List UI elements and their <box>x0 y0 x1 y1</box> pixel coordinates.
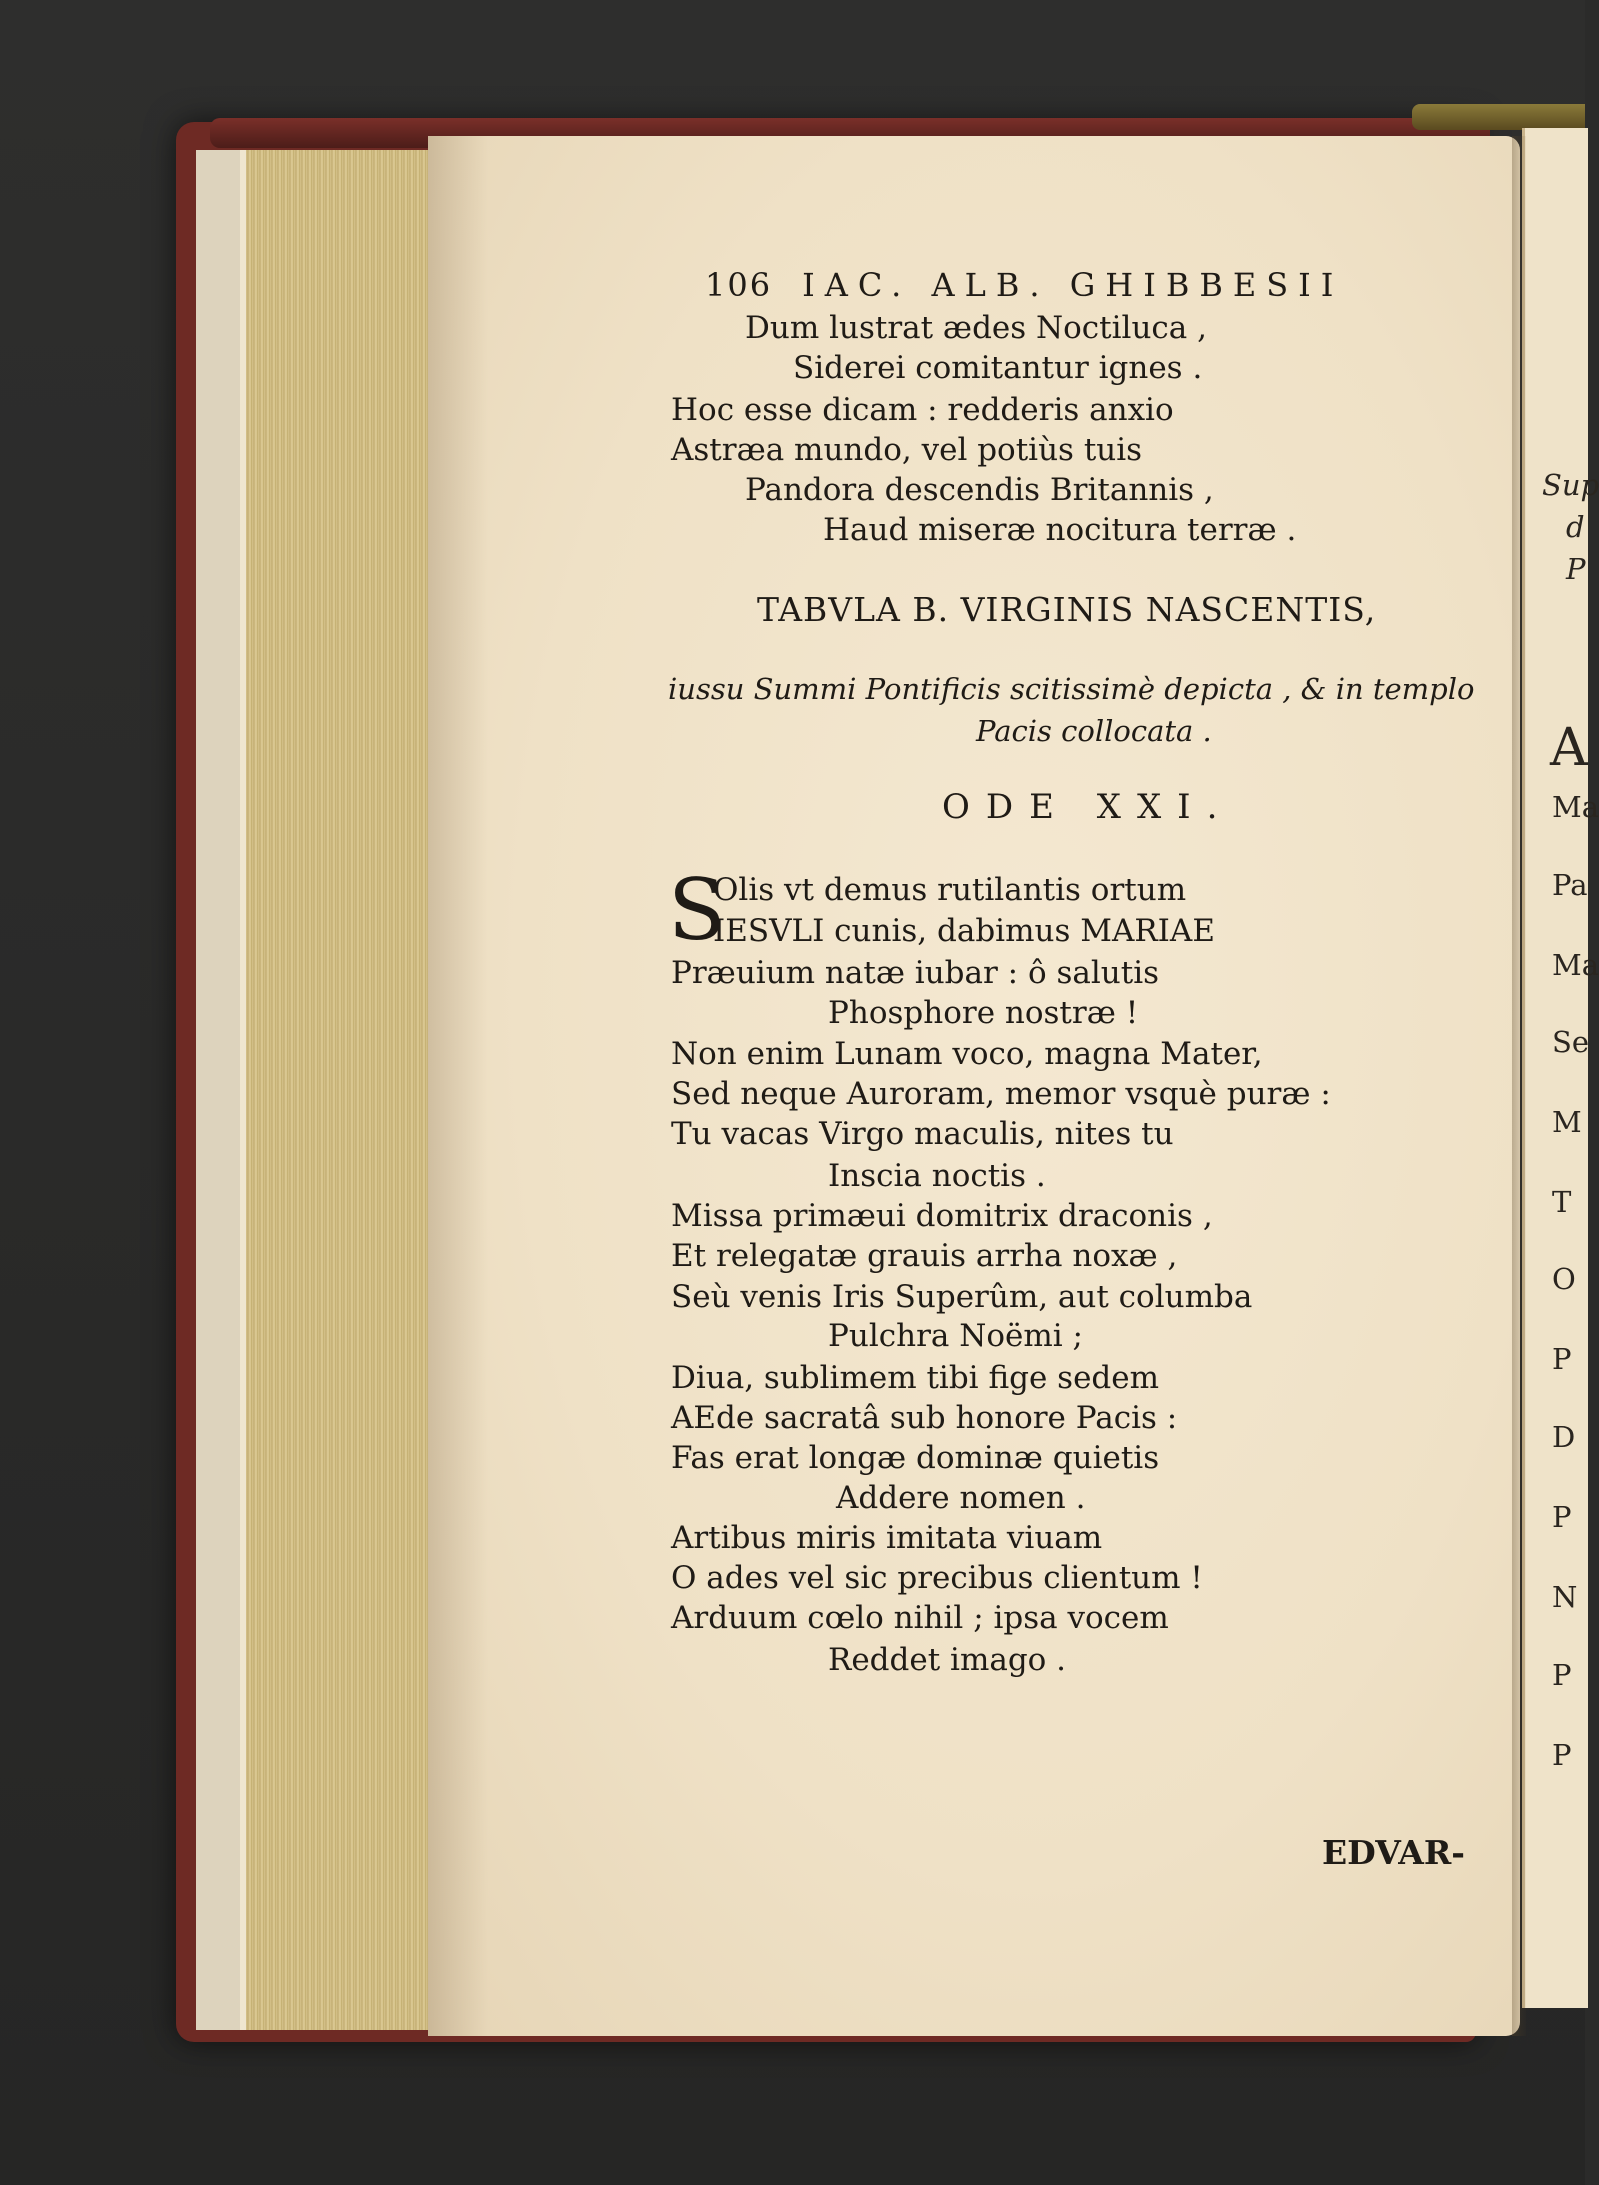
ode-line: Arduum cœlo nihil ; ipsa vocem <box>671 1600 1169 1636</box>
ode-line: Sed neque Auroram, memor vsquè puræ : <box>671 1076 1331 1112</box>
ode-line: Præuium natæ iubar : ô salutis <box>671 955 1160 991</box>
running-head-title: IAC. ALB. GHIBBESII <box>802 266 1344 304</box>
ode-line: Non enim Lunam voco, magna Mater, <box>671 1036 1263 1072</box>
adjacent-line-start: T <box>1552 1185 1572 1219</box>
page-gutter <box>1512 136 1526 2036</box>
adjacent-line-start: Ma <box>1552 948 1599 982</box>
ode-heading: ODE XXI. <box>942 787 1234 827</box>
flyleaf <box>196 150 244 2030</box>
next-page-headband <box>1412 104 1585 130</box>
running-head <box>705 266 1343 304</box>
section-subtitle-line: Pacis collocata . <box>976 714 1212 748</box>
ode-line: Olis vt demus rutilantis ortum <box>713 872 1187 908</box>
ode-line: Artibus miris imitata viuam <box>671 1520 1103 1556</box>
section-subtitle-line: iussu Summi Pontificis scitissimè depicta , & in templo <box>668 672 1475 706</box>
ode-line: Missa primæui domitrix draconis , <box>671 1198 1213 1234</box>
ode-line: Phosphore nostræ ! <box>828 995 1139 1031</box>
adjacent-line-start: O <box>1552 1262 1576 1296</box>
adjacent-line-start: N <box>1552 1580 1578 1614</box>
adjacent-line-start: P <box>1552 1500 1572 1534</box>
adjacent-line-start: D <box>1552 1420 1576 1454</box>
page-number: 106 <box>705 266 773 304</box>
ode-line: IESVLI cunis, dabimus MARIAE <box>713 913 1215 949</box>
ode-line: Seù venis Iris Superûm, aut columba <box>671 1279 1253 1315</box>
ode-line: Et relegatæ grauis arrha noxæ , <box>671 1238 1178 1274</box>
ode-line: Diua, sublimem tibi fige sedem <box>671 1360 1160 1396</box>
verse-line: Siderei comitantur ignes . <box>793 350 1203 386</box>
side-note-fragment: P <box>1566 552 1586 586</box>
side-note-fragment: d <box>1566 510 1585 544</box>
adjacent-page <box>1522 128 1588 2008</box>
page-shadow <box>428 136 488 2036</box>
ode-line: O ades vel sic precibus clientum ! <box>671 1560 1203 1596</box>
ode-line: AEde sacratâ sub honore Pacis : <box>671 1400 1178 1436</box>
adjacent-line-start: Pa <box>1552 868 1588 902</box>
ode-line: Reddet imago . <box>828 1642 1067 1678</box>
ode-line: Addere nomen . <box>836 1480 1086 1516</box>
ode-line: Fas erat longæ dominæ quietis <box>671 1440 1160 1476</box>
adjacent-line-start: Ma <box>1552 790 1599 824</box>
verse-line: Haud miseræ nocitura terræ . <box>823 512 1297 548</box>
adjacent-big-letter: A <box>1550 718 1588 778</box>
ode-line: Pulchra Noëmi ; <box>828 1318 1083 1354</box>
adjacent-line-start: P <box>1552 1342 1572 1376</box>
verse-line: Dum lustrat ædes Noctiluca , <box>745 310 1207 346</box>
drop-cap: S <box>668 861 726 959</box>
adjacent-line-start: Se <box>1552 1025 1590 1059</box>
catchword: EDVAR- <box>1322 1833 1465 1872</box>
side-note-fragment: Sup <box>1542 468 1599 502</box>
page-edges <box>240 150 434 2030</box>
adjacent-line-start: P <box>1552 1738 1572 1772</box>
verse-line: Astræa mundo, vel potiùs tuis <box>671 432 1143 468</box>
adjacent-line-start: M <box>1552 1105 1582 1139</box>
ode-line: Tu vacas Virgo maculis, nites tu <box>671 1116 1174 1152</box>
verse-line: Pandora descendis Britannis , <box>745 472 1214 508</box>
section-title: TABVLA B. VIRGINIS NASCENTIS, <box>757 590 1377 629</box>
verse-line: Hoc esse dicam : redderis anxio <box>671 392 1174 428</box>
ode-line: Inscia noctis . <box>828 1158 1046 1194</box>
adjacent-line-start: P <box>1552 1658 1572 1692</box>
